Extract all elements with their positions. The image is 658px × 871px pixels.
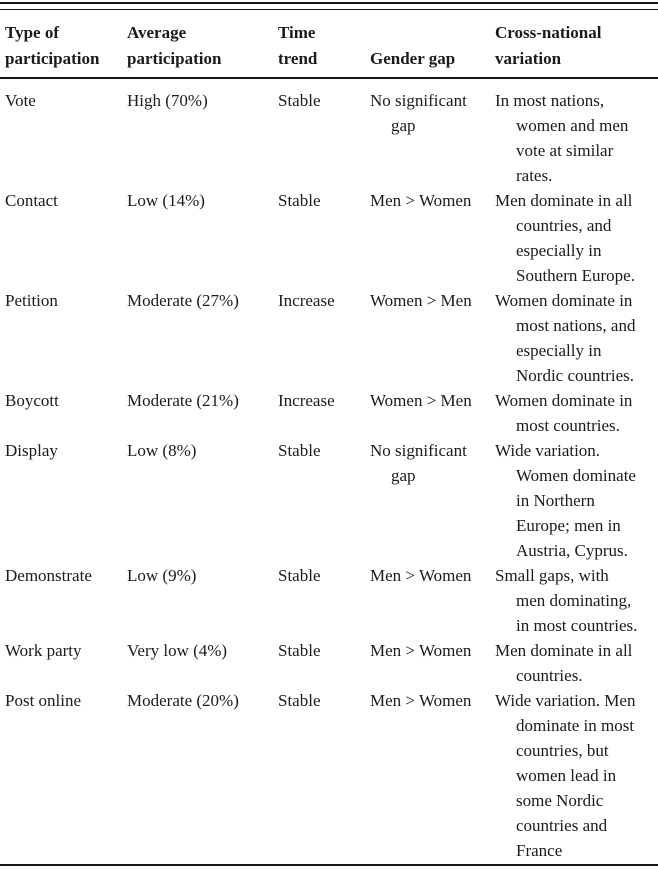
cell-trend: Stable	[278, 566, 321, 585]
cell-trend: Stable	[278, 641, 321, 660]
table-row-boycott	[0, 388, 658, 438]
cell-average: Low (8%)	[127, 441, 197, 460]
cell-variation: Women dominate in most countries.	[495, 391, 633, 435]
cell-type: Boycott	[5, 391, 59, 410]
cell-gender-gap: Men > Women	[370, 566, 472, 585]
cell-type: Demonstrate	[5, 566, 92, 585]
table-bottom-rule	[0, 864, 658, 871]
cell-variation: Wide variation. Men dominate in most countries, but women lead in some Nordic countries and France	[495, 691, 636, 860]
cell-trend: Stable	[278, 91, 321, 110]
header-time-trend: Time trend	[273, 10, 365, 78]
cell-type: Post online	[5, 691, 82, 710]
cell-trend: Stable	[278, 191, 321, 210]
cell-gender-gap: Women > Men	[370, 291, 472, 310]
header-cross-national-variation: Cross-national variation	[490, 10, 658, 78]
cell-variation: Men dominate in all countries, and especially in Southern Europe.	[495, 191, 635, 285]
header-average-participation: Average participation	[122, 10, 273, 78]
table-row-contact	[0, 188, 658, 288]
cell-average: Very low (4%)	[127, 641, 228, 660]
cell-trend: Stable	[278, 441, 321, 460]
cell-average: Low (14%)	[127, 191, 205, 210]
table-row-work-party	[0, 638, 658, 688]
table-row-vote	[0, 78, 658, 188]
cell-type: Petition	[5, 291, 58, 310]
header-gender-gap: Gender gap	[365, 10, 490, 78]
cell-type: Work party	[5, 641, 82, 660]
cell-trend: Increase	[278, 391, 335, 410]
cell-gender-gap: Women > Men	[370, 391, 472, 410]
participation-table	[0, 10, 658, 863]
cell-type: Vote	[5, 91, 36, 110]
cell-variation: In most nations, women and men vote at similar rates.	[495, 91, 629, 185]
cell-type: Contact	[5, 191, 58, 210]
cell-gender-gap: Men > Women	[370, 191, 472, 210]
cell-gender-gap: No significant gap	[370, 441, 467, 485]
cell-average: Low (9%)	[127, 566, 197, 585]
cell-trend: Stable	[278, 691, 321, 710]
cell-variation: Women dominate in most nations, and especially in Nordic countries.	[495, 291, 636, 385]
cell-gender-gap: Men > Women	[370, 691, 472, 710]
cell-variation: Wide variation. Women dominate in Northern Europe; men in Austria, Cyprus.	[495, 441, 636, 560]
table-row-petition	[0, 288, 658, 388]
cell-variation: Small gaps, with men dominating, in most countries.	[495, 566, 638, 635]
cell-average: Moderate (27%)	[127, 291, 239, 310]
header-type-of-participation: Type of participation	[0, 10, 122, 78]
table-row-demonstrate	[0, 563, 658, 638]
cell-average: Moderate (20%)	[127, 691, 239, 710]
cell-average: Moderate (21%)	[127, 391, 239, 410]
table-header	[0, 10, 658, 78]
cell-variation: Men dominate in all countries.	[495, 641, 633, 685]
table-row-post-online	[0, 688, 658, 863]
cell-gender-gap: No significant gap	[370, 91, 467, 135]
table-body	[0, 78, 658, 863]
cell-average: High (70%)	[127, 91, 208, 110]
table-row-display	[0, 438, 658, 563]
table-top-rule	[0, 2, 658, 10]
cell-type: Display	[5, 441, 58, 460]
cell-trend: Increase	[278, 291, 335, 310]
cell-gender-gap: Men > Women	[370, 641, 472, 660]
